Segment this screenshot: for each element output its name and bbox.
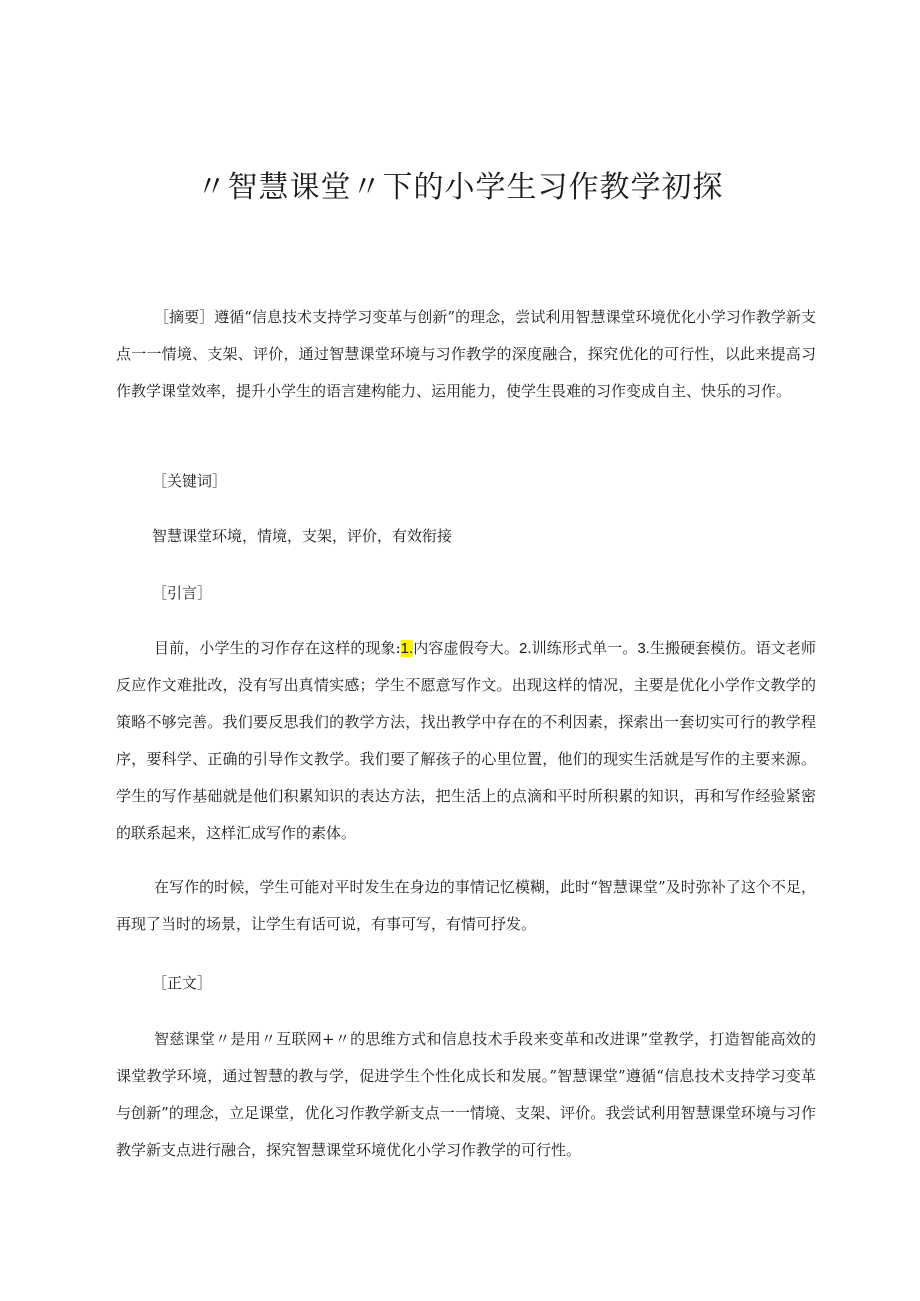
intro-label: ［引言］ xyxy=(152,584,213,602)
intro-item-1: 内容虚假夸大。 xyxy=(413,639,519,657)
list-number-1: 1. xyxy=(400,640,414,657)
intro-paragraph xyxy=(116,630,816,852)
body-paragraph: 智慈课堂〃是用〃互联网+〃的思维方式和信息技术手段来变革和改进课”堂教学，打造智能高效的课堂教学环境，通过智慧的教与学，促进学生个性化成长和发展。”智慧课堂”遵循“信息技术支持学习变革与创新”的理念，立足课堂，优化习作教学新支点一一情境、支架、评价。我尝试利用智慧课堂环境与习作教学新支点进行融合，探究智慧课堂环境优化小学习作教学的可行性。 xyxy=(116,1030,816,1159)
body-label: ［正文］ xyxy=(152,974,213,992)
intro-item-2: 训练形式单一。 xyxy=(531,639,638,657)
document-title: 〃智慧课堂〃下的小学生习作教学初探 xyxy=(196,170,724,205)
keywords-label: ［关键词］ xyxy=(152,472,228,490)
memory-paragraph: 在写作的时候，学生可能对平时发生在身边的事情记忆模糊，此时“智慧课堂”及时弥补了这个不足，再现了当时的场景，让学生有话可说，有事可写，有情可抒发。 xyxy=(116,878,816,933)
intro-lead: 目前，小学生的习作存在这样的现象: xyxy=(154,639,401,657)
abstract-paragraph: ［摘要］遵循“信息技术支持学习变革与创新”的理念，尝试利用智慧课堂环境优化小学习作教学新支点一一情境、支架、评价，通过智慧课堂环境与习作教学的深度融合，探究优化的可行性，以此来提高习作教学课堂效率，提升小学生的语言建构能力、运用能力，使学生畏难的习作变成自主、快乐的习作。 xyxy=(116,308,816,400)
keywords-text: 智慧课堂环境，情境，支架，评价，有效衔接 xyxy=(152,527,453,545)
intro-rest: 生搬硬套模仿。语文老师反应作文难批改，没有写出真情实感；学生不愿意写作文。出现这样的情况，主要是优化小学作文教学的策略不够完善。我们要反思我们的教学方法，找出教学中存在的不利因素，探索出一套切实可行的教学程序，要科学、正确的引导作文教学。我们要了解孩子的心里位置，他们的现实生活就是写作的主要来源。学生的写作基础就是他们积累知识的表达方法，把生活上的点滴和平时所积累的知识，再和写作经验紧密的联系起来，这样汇成写作的素体。 xyxy=(116,639,816,842)
list-number-2: 2. xyxy=(519,640,532,657)
list-number-3: 3. xyxy=(637,640,650,657)
